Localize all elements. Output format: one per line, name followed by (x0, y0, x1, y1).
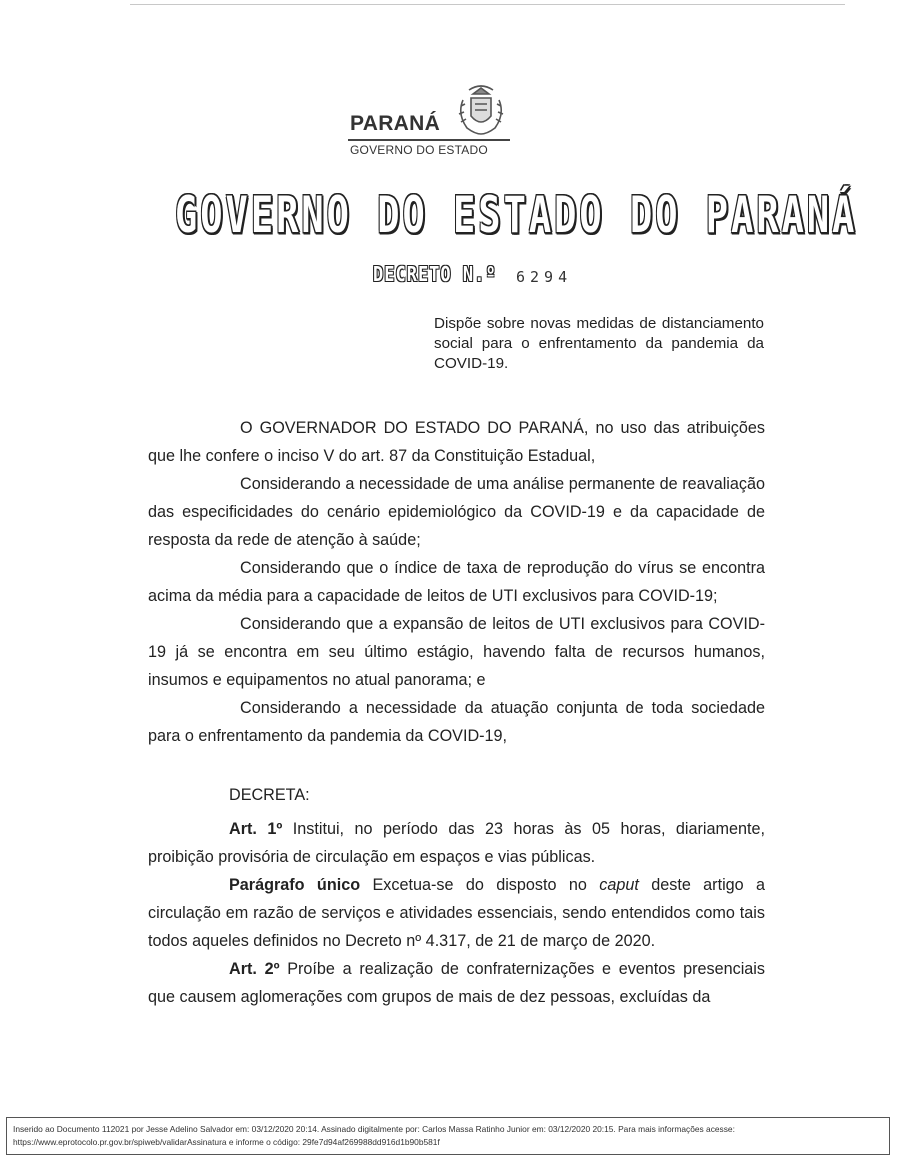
article-label: Parágrafo único (229, 876, 361, 894)
preamble-paragraph: Considerando que o índice de taxa de reprodução do vírus se encontra acima da média para a capacidade de leitos de UTI exclusivos para COVID-19; (148, 559, 765, 605)
top-rule (130, 4, 845, 5)
article-1-paragraph (148, 871, 765, 955)
decree-summary: Dispõe sobre novas medidas de distanciamento social para o enfrentamento da pandemia da COVID-19. (434, 315, 764, 372)
document-title: GOVERNO DO ESTADO DO PARANÁ (175, 186, 858, 245)
preamble-paragraph: O GOVERNADOR DO ESTADO DO PARANÁ, no uso das atribuições que lhe confere o inciso V do art. 87 da Constituição Estadual, (148, 419, 765, 465)
logo-wordmark: PARANÁ (350, 112, 441, 135)
article-text: Institui, no período das 23 horas às 05 horas, diariamente, proibição provisória de circulação em espaços e vias públicas. (148, 820, 766, 866)
article-label: Art. 2º (229, 960, 280, 978)
article-text: deste artigo a circulação em razão de serviços e atividades essenciais, sendo entendidos como tais todos aqueles definidos no Decreto nº 4.317, de 21 de março de 2020. (148, 876, 766, 950)
logo-subtitle: GOVERNO DO ESTADO (350, 143, 488, 157)
section-spacer (148, 750, 765, 781)
article-text: Excetua-se do disposto no (372, 876, 587, 894)
article-2 (148, 955, 765, 1011)
preamble-paragraph: Considerando a necessidade de uma análise permanente de reavaliação das especificidades do cenário epidemiológico da COVID-19 e da capacidade de resposta da rede de atenção à saúde; (148, 475, 765, 549)
signature-footer (6, 1117, 890, 1155)
logo-divider (348, 139, 510, 141)
footer-validation-link[interactable]: https://www.eprotocolo.pr.gov.br/spiweb/validarAssinatura e informe o código: 29fe7d94af269988dd916d1b90b581f (13, 1137, 440, 1147)
state-logo (348, 84, 518, 158)
footer-line: Inserido ao Documento 112021 por Jesse Adelino Salvador em: 03/12/2020 20:14. Assinado digitalmente por: Carlos Massa Ratinho Junior em: 03/12/2020 20:15. Para mais informações acesse: (13, 1124, 735, 1134)
coat-of-arms-icon (453, 84, 509, 138)
preamble-paragraph: Considerando que a expansão de leitos de UTI exclusivos para COVID-19 já se encontra em seu último estágio, havendo falta de recursos humanos, insumos e equipamentos no atual panorama; e (148, 615, 765, 689)
decreta-heading: DECRETA: (229, 786, 310, 804)
preamble-paragraph: Considerando a necessidade da atuação conjunta de toda sociedade para o enfrentamento da pandemia da COVID-19, (148, 699, 765, 745)
article-1 (148, 815, 765, 871)
decree-label: DECRETO N.º (373, 263, 497, 287)
article-text: Proíbe a realização de confraternizações e eventos presenciais que causem aglomerações com grupos de mais de dez pessoas, excluídas da (148, 960, 765, 1006)
decree-body (148, 414, 765, 1011)
decree-number: 6294 (516, 268, 573, 286)
article-label: Art. 1º (229, 820, 283, 838)
article-italic-term: caput (599, 876, 639, 894)
